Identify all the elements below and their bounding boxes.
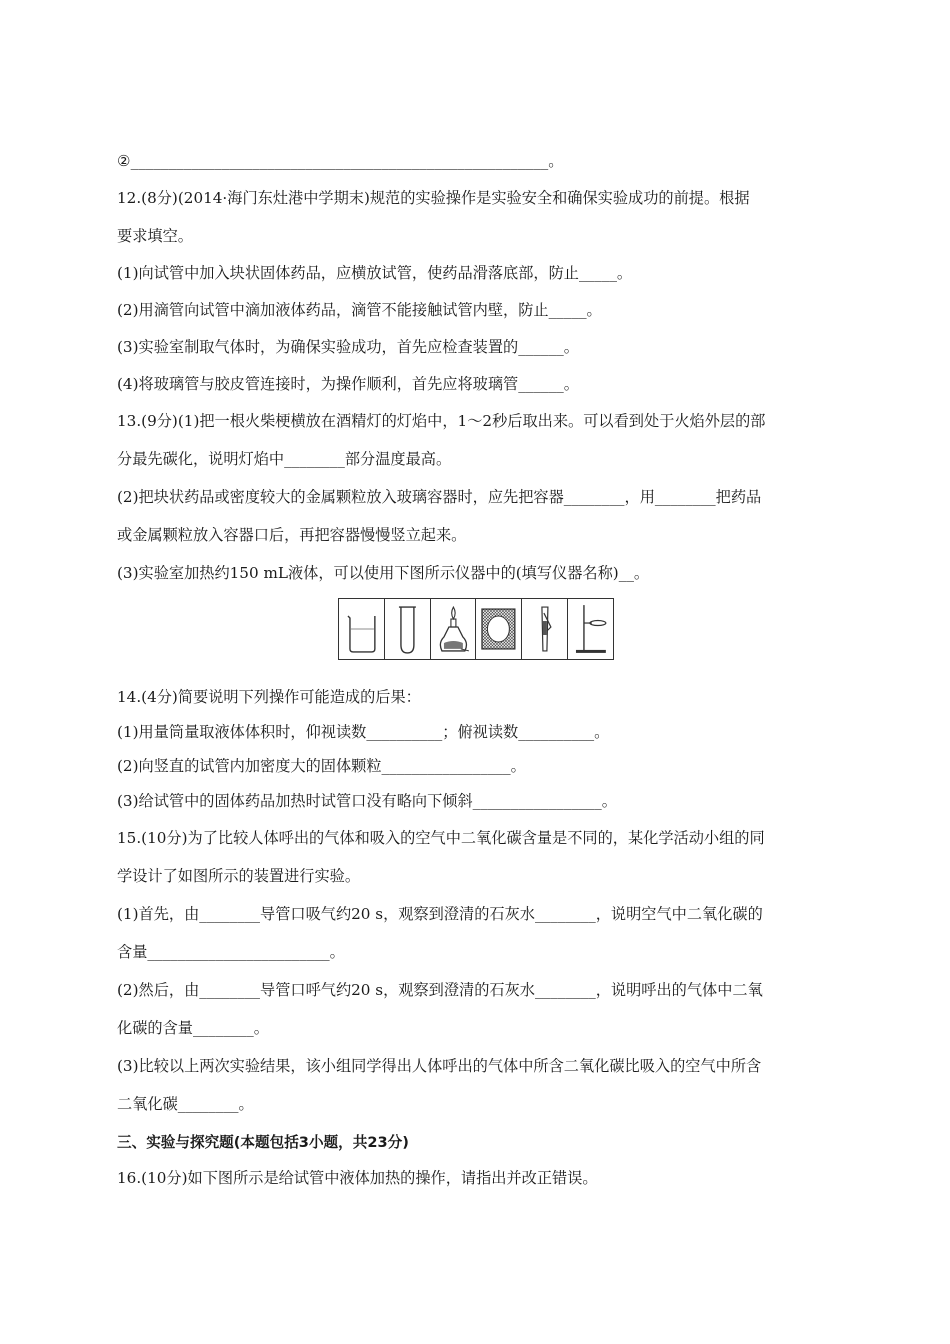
question-12-part-3: (3)实验室制取气体时，为确保实验成功，首先应检查装置的______。	[117, 338, 579, 356]
beaker-icon	[339, 599, 385, 659]
question-15-stem: 15.(10分)为了比较人体呼出的气体和吸入的空气中二氧化碳含量是不同的，某化学活动小组的同	[117, 829, 765, 847]
question-14-stem: 14.(4分)简要说明下列操作可能造成的后果：	[117, 688, 421, 706]
question-13-part-2: (2)把块状药品或密度较大的金属颗粒放入玻璃容器时，应先把容器________，用________把药品	[117, 488, 762, 506]
question-12-stem-cont: 要求填空。	[117, 227, 193, 245]
question-15-part-2-cont: 化碳的含量________。	[117, 1019, 269, 1037]
question-14-part-2: (2)向竖直的试管内加密度大的固体颗粒_________________。	[117, 757, 526, 775]
section-3-heading: 三、实验与探究题(本题包括3小题，共23分)	[117, 1134, 409, 1151]
question-12-part-2: (2)用滴管向试管中滴加液体药品，滴管不能接触试管内壁，防止_____。	[117, 301, 602, 319]
question-13-part-1-cont: 分最先碳化，说明灯焰中________部分温度最高。	[117, 450, 452, 468]
instrument-figure	[338, 598, 614, 660]
question-15-part-1-cont: 含量________________________。	[117, 943, 345, 961]
question-15-stem-cont: 学设计了如图所示的装置进行实验。	[117, 867, 360, 885]
question-12-stem: 12.(8分)(2014·海门东灶港中学期末)规范的实验操作是实验安全和确保实验成功的前提。根据	[117, 189, 750, 207]
question-13-part-2-cont: 或金属颗粒放入容器口后，再把容器慢慢竖立起来。	[117, 526, 467, 544]
question-13-part-1: 13.(9分)(1)把一根火柴梗横放在酒精灯的灯焰中，1～2秒后取出来。可以看到处于火焰外层的部	[117, 412, 766, 430]
question-15-part-3-cont: 二氧化碳________。	[117, 1095, 254, 1113]
wire-gauze-icon	[476, 599, 522, 659]
question-14-part-1: (1)用量筒量取液体体积时，仰视读数__________；俯视读数__________。	[117, 723, 610, 741]
question-12-part-4: (4)将玻璃管与胶皮管连接时，为操作顺利，首先应将玻璃管______。	[117, 375, 579, 393]
question-15-part-3: (3)比较以上两次实验结果，该小组同学得出人体呼出的气体中所含二氧化碳比吸入的空气中所含	[117, 1057, 762, 1075]
answer-line-2: ②_______________________________________________________。	[117, 152, 564, 170]
question-13-part-3: (3)实验室加热约150 mL液体，可以使用下图所示仪器中的(填写仪器名称)__。	[117, 564, 650, 582]
question-15-part-1: (1)首先，由________导管口吸气约20 s，观察到澄清的石灰水________，说明空气中二氧化碳的	[117, 905, 763, 923]
question-14-part-3: (3)给试管中的固体药品加热时试管口没有略向下倾斜_________________。	[117, 792, 617, 810]
test-tube-icon	[385, 599, 431, 659]
question-16-stem: 16.(10分)如下图所示是给试管中液体加热的操作，请指出并改正错误。	[117, 1169, 598, 1187]
test-tube-holder-icon	[522, 599, 568, 659]
iron-stand-icon	[568, 599, 613, 659]
alcohol-lamp-icon	[431, 599, 477, 659]
question-15-part-2: (2)然后，由________导管口呼气约20 s，观察到澄清的石灰水________，说明呼出的气体中二氧	[117, 981, 763, 999]
question-12-part-1: (1)向试管中加入块状固体药品，应横放试管，使药品滑落底部，防止_____。	[117, 264, 633, 282]
